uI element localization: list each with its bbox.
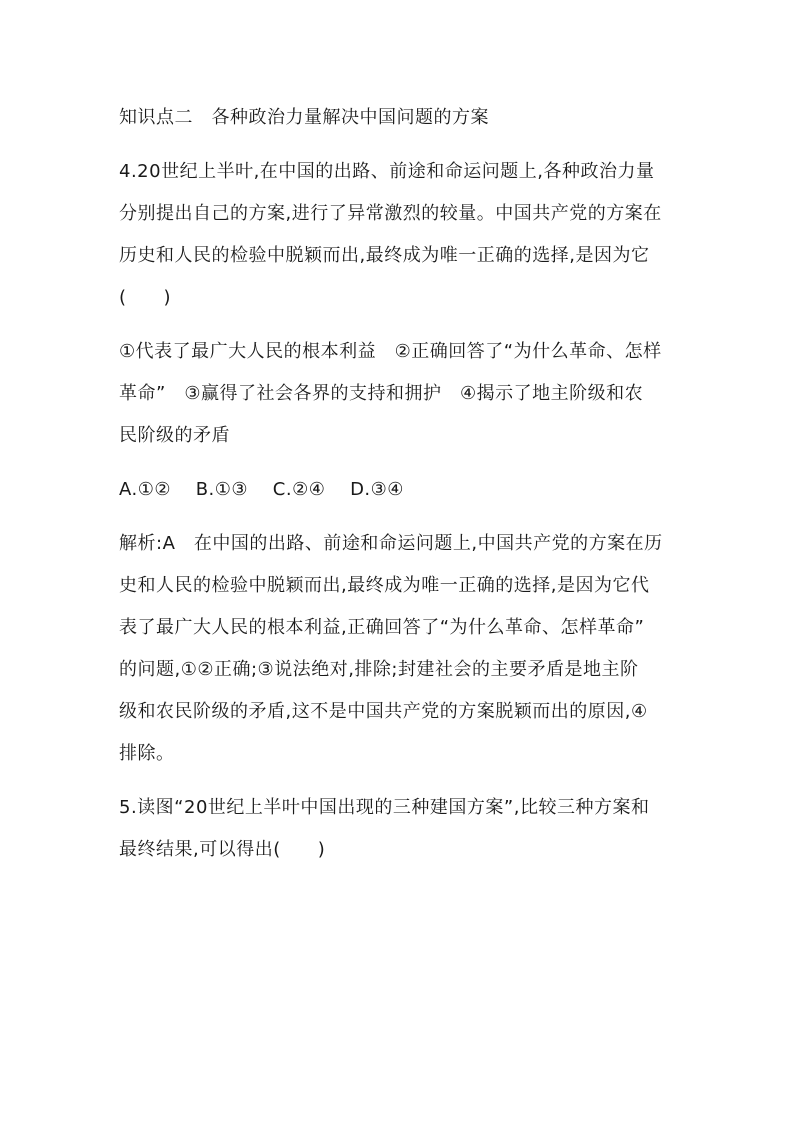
question-5-line-1: 5.读图“20世纪上半叶中国出现的三种建国方案”,比较三种方案和 [119, 797, 650, 818]
question-5-line-2: 最终结果,可以得出( ) [119, 839, 326, 860]
analysis-line-4: 的问题,①②正确;③说法绝对,排除;封建社会的主要矛盾是地主阶 [119, 659, 639, 680]
analysis-line-2: 史和人民的检验中脱颖而出,最终成为唯一正确的选择,是因为它代 [119, 575, 650, 596]
question-4-statements-line-3: 民阶级的矛盾 [119, 425, 230, 446]
question-4-answer-blank: ( ) [119, 287, 172, 308]
analysis-line-5: 级和农民阶级的矛盾,这不是中国共产党的方案脱颖而出的原因,④ [119, 701, 648, 722]
analysis-line-6: 排除。 [119, 743, 175, 764]
question-4-statements-line-1: ①代表了最广大人民的根本利益 ②正确回答了“为什么革命、怎样 [119, 341, 662, 362]
question-4-line-2: 分别提出自己的方案,进行了异常激烈的较量。中国共产党的方案在 [119, 203, 662, 224]
question-4-statements-line-2: 革命” ③赢得了社会各界的支持和拥护 ④揭示了地主阶级和农 [119, 383, 644, 404]
question-4-line-3: 历史和人民的检验中脱颖而出,最终成为唯一正确的选择,是因为它 [119, 245, 650, 266]
analysis-line-1: 解析:A 在中国的出路、前途和命运问题上,中国共产党的方案在历 [119, 533, 663, 554]
section-title: 知识点二 各种政治力量解决中国问题的方案 [119, 107, 489, 128]
analysis-line-3: 表了最广大人民的根本利益,正确回答了“为什么革命、怎样革命” [119, 617, 645, 638]
question-4-line-1: 4.20世纪上半叶,在中国的出路、前途和命运问题上,各种政治力量 [119, 161, 655, 182]
question-4-options: A.①② B.①③ C.②④ D.③④ [119, 479, 404, 500]
